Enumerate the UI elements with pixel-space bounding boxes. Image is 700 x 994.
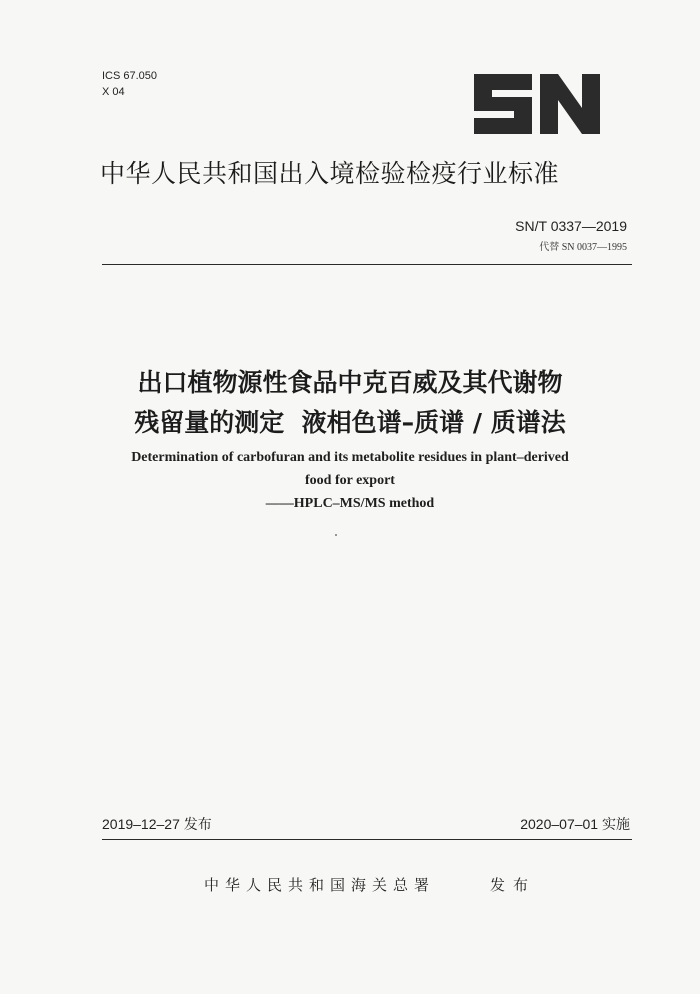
header-divider — [102, 264, 632, 265]
issued-label: 发布 — [490, 876, 537, 894]
classification-codes — [102, 68, 157, 100]
english-title-line-2: food for export — [305, 473, 395, 488]
english-title — [0, 446, 700, 515]
footer-divider — [102, 839, 632, 840]
ics-code: ICS 67.050 — [102, 70, 158, 82]
issue-date: 2019–12–27 发布 — [102, 816, 212, 832]
chinese-title — [0, 363, 700, 443]
chinese-title-line-2: 残留量的测定 液相色谱–质谱 / 质谱法 — [134, 408, 566, 437]
english-title-line-1: Determination of carbofuran and its metabolite residues in plant–derived — [131, 450, 569, 465]
issuing-authority: 中华人民共和国海关总署 — [204, 876, 436, 894]
standard-number: SN/T 0337—2019 — [515, 218, 627, 234]
sn-logo — [470, 70, 602, 138]
authority-title: 中华人民共和国出入境检验检疫行业标准 — [100, 159, 560, 188]
speck — [335, 534, 337, 536]
category-code: X 04 — [102, 86, 125, 98]
implementation-date: 2020–07–01 实施 — [520, 816, 630, 832]
english-title-line-3: ——HPLC–MS/MS method — [265, 496, 435, 511]
replaces-note: 代替 SN 0037—1995 — [539, 242, 627, 253]
chinese-title-line-1: 出口植物源性食品中克百威及其代谢物 — [137, 368, 563, 397]
